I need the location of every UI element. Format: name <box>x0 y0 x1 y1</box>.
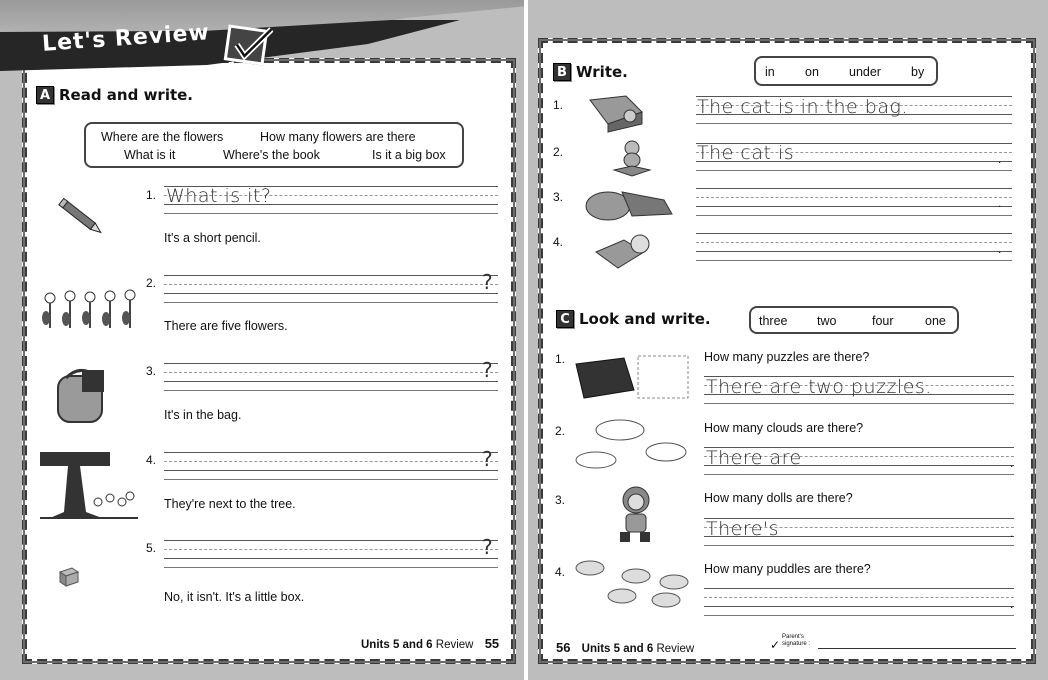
section-c-word-box <box>749 306 959 334</box>
writing-lines[interactable] <box>696 188 1012 214</box>
word-box-item: by <box>911 65 925 79</box>
question-mark: ? <box>482 358 493 382</box>
item-number: 1. <box>555 352 566 366</box>
puddles-picture <box>574 556 694 610</box>
signature-line[interactable] <box>818 648 1016 649</box>
checkmark-icon <box>224 24 269 65</box>
section-b-title: Write. <box>576 63 628 81</box>
writing-lines[interactable] <box>164 275 498 301</box>
footer-units: Units 5 and 6 <box>581 643 654 655</box>
writing-lines[interactable] <box>164 363 498 389</box>
traced-answer: There are <box>706 447 802 469</box>
question-text: How many puddles are there? <box>704 562 871 576</box>
writing-lines[interactable] <box>164 540 498 566</box>
question-text: How many clouds are there? <box>704 421 864 435</box>
doll-picture <box>610 484 660 546</box>
word-box-item: What is it <box>124 148 176 162</box>
question-mark: ? <box>482 270 493 294</box>
item-number: 3. <box>555 493 566 507</box>
section-a-letter: A <box>36 86 54 104</box>
section-c-letter: C <box>556 310 574 328</box>
word-box-item: four <box>872 314 894 328</box>
banner-title: Let's Review <box>41 20 211 57</box>
writing-lines[interactable] <box>164 452 498 478</box>
item-number: 4. <box>146 453 157 467</box>
traced-answer: There are two puzzles. <box>706 376 932 398</box>
pencil-picture <box>54 194 108 240</box>
item-number: 2. <box>146 276 157 290</box>
answer-text: No, it isn't. It's a little box. <box>164 590 305 604</box>
right-page <box>528 0 1048 680</box>
word-box-item: one <box>925 314 946 328</box>
item-number: 3. <box>146 364 157 378</box>
section-a-heading <box>36 86 193 104</box>
traced-question: What is it? <box>166 185 272 207</box>
item-number: 2. <box>553 145 564 159</box>
item-number: 5. <box>146 541 157 555</box>
period: . <box>998 152 1002 166</box>
traced-answer: There's <box>706 518 780 540</box>
cat-under-bag-picture <box>584 186 674 222</box>
tree-picture <box>40 452 138 520</box>
traced-sentence: The cat is in the bag. <box>697 96 908 118</box>
answer-text: There are five flowers. <box>164 319 288 333</box>
word-box-item: three <box>759 314 788 328</box>
word-box-item: on <box>805 65 819 79</box>
period: . <box>998 242 1002 256</box>
section-a-title: Read and write. <box>59 86 194 104</box>
period: . <box>1010 526 1014 540</box>
item-number: 1. <box>146 188 157 202</box>
cat-on-book-picture <box>610 138 654 178</box>
signature-label: Parent's signature : <box>782 634 811 647</box>
box-picture <box>58 566 80 588</box>
footer-review: Review <box>435 639 474 651</box>
period: . <box>998 196 1002 210</box>
right-footer <box>556 640 694 655</box>
footer-review: Review <box>656 643 695 655</box>
word-box-item: Is it a big box <box>372 148 446 162</box>
section-a-word-box <box>84 122 464 168</box>
traced-sentence: The cat is <box>697 142 795 164</box>
page-number: 55 <box>484 636 500 651</box>
bag-picture <box>52 364 110 426</box>
word-box-item: two <box>817 314 837 328</box>
cat-in-bag-picture <box>586 94 646 134</box>
item-number: 2. <box>555 424 566 438</box>
flowers-picture <box>40 286 140 332</box>
section-b-heading <box>553 63 628 81</box>
item-number: 3. <box>553 190 564 204</box>
left-footer <box>361 636 499 651</box>
word-box-item: under <box>849 65 881 79</box>
word-box-item: How many flowers are there <box>260 130 416 144</box>
writing-lines[interactable] <box>704 588 1014 614</box>
writing-lines[interactable] <box>696 233 1012 259</box>
question-mark: ? <box>482 535 493 559</box>
word-box-item: Where are the flowers <box>101 130 224 144</box>
question-text: How many puzzles are there? <box>704 350 870 364</box>
item-number: 4. <box>555 565 566 579</box>
question-mark: ? <box>482 447 493 471</box>
section-b-word-box <box>754 56 938 86</box>
section-c-heading <box>556 310 711 328</box>
cat-by-bag-picture <box>594 232 658 272</box>
word-box-item: in <box>765 65 775 79</box>
answer-text: It's a short pencil. <box>164 231 261 245</box>
section-c-title: Look and write. <box>579 310 711 328</box>
footer-units: Units 5 and 6 <box>361 639 433 651</box>
puzzles-picture <box>572 354 692 402</box>
period: . <box>1010 597 1014 611</box>
answer-text: They're next to the tree. <box>164 497 296 511</box>
clouds-picture <box>572 416 692 472</box>
section-b-letter: B <box>553 63 571 81</box>
word-box-item: Where's the book <box>223 148 320 162</box>
check-icon: ✓ <box>770 638 781 652</box>
question-text: How many dolls are there? <box>704 491 853 505</box>
period: . <box>1010 456 1014 470</box>
answer-text: It's in the bag. <box>164 408 242 422</box>
item-number: 4. <box>553 235 564 249</box>
item-number: 1. <box>553 98 564 112</box>
page-number: 56 <box>556 640 571 655</box>
